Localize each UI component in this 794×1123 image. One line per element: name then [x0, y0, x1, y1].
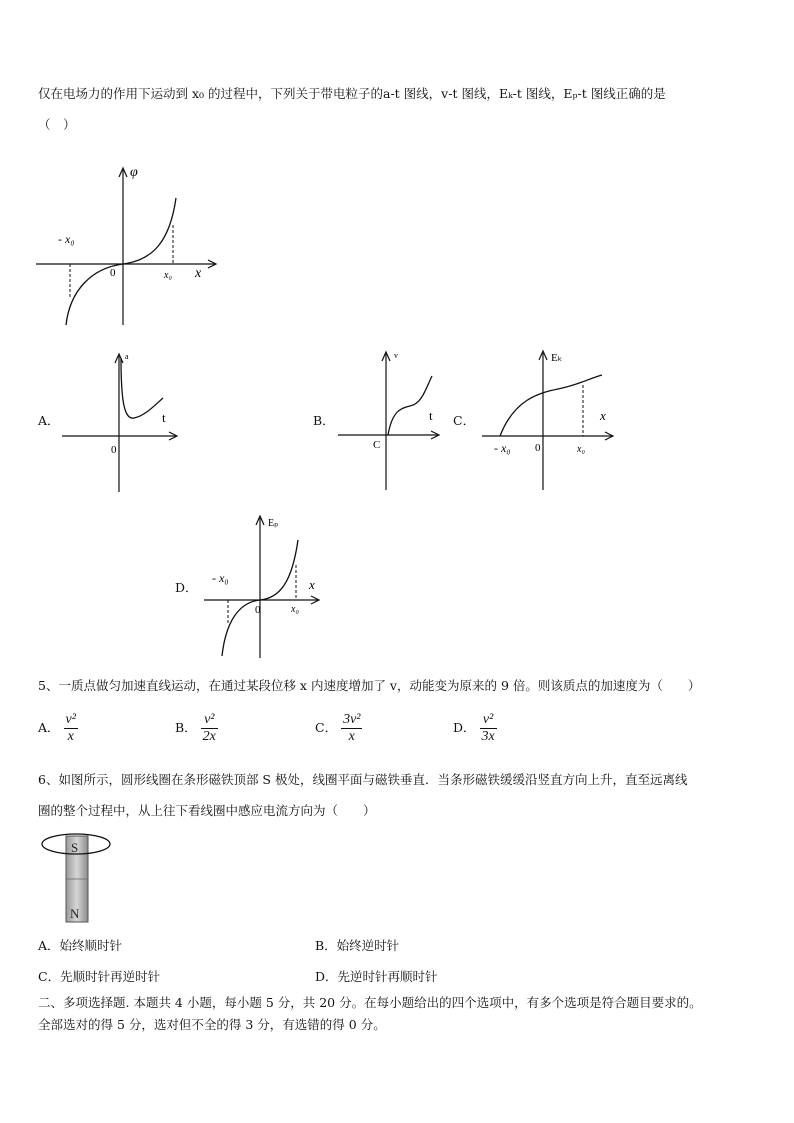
q5-option-a-fraction: $\frac{\text{v²}}{x}$: [65, 712, 76, 745]
q5-option-c-letter: C．: [315, 720, 338, 736]
q5-option-d[interactable]: [453, 712, 497, 745]
phi-origin: 0: [110, 267, 116, 279]
section2-line2: 全部选对的得 5 分，选对但不全的得 3 分，有选错的得 0 分。: [38, 1017, 386, 1032]
q6-stem-line2: 圈的整个过程中，从上往下看线圈中感应电流方向为（ ）: [38, 803, 376, 818]
q5-option-b-fraction: $\frac{\text{v²}}{2x}$: [202, 712, 216, 745]
a-t-curve: [121, 358, 163, 418]
q5-stem: 5、一质点做匀加速直线运动，在通过某段位移 x 内速度增加了 v，动能变为原来的 9 倍。则该质点的加速度为（ ）: [38, 678, 701, 693]
q5-option-b[interactable]: [175, 712, 218, 745]
b-t-label: t: [429, 408, 433, 423]
phi-x-graph: [30, 160, 220, 330]
d-origin: 0: [255, 604, 261, 616]
q5-option-d-fraction: $\frac{\text{v²}}{3x}$: [481, 712, 495, 745]
q6-option-c[interactable]: C．先顺时针再逆时针: [38, 969, 161, 984]
q6-option-d[interactable]: D．先逆时针再顺时针: [315, 969, 438, 984]
q6-stem-line1: 6、如图所示，圆形线圈在条形磁铁顶部 S 极处，线圈平面与磁铁垂直．当条形磁铁缓缓沿竖直方向上升，直至远离线: [38, 772, 688, 787]
q5-option-a-letter: A．: [38, 720, 60, 736]
c-y-label: Eₖ: [551, 352, 563, 364]
v-t-curve: [388, 376, 432, 435]
section2-line1: 二、多项选择题. 本题共 4 小题，每小题 5 分，共 20 分。在每小题给出的四个选项中，有多个选项是符合题目要求的。: [38, 995, 702, 1010]
option-d-letter: D．: [175, 580, 198, 595]
c-x-label: x: [600, 408, 606, 423]
c-neg-x0: - x₀: [494, 441, 511, 455]
d-y-label: Eₚ: [268, 518, 279, 529]
phi-y-label: φ: [130, 165, 138, 180]
b-y-label: v: [394, 351, 398, 360]
option-a-letter: A．: [38, 413, 60, 428]
q5-option-c-fraction: $\frac{\text{3v²}}{x}$: [343, 712, 361, 745]
q4-stem: 仅在电场力的作用下运动到 x₀ 的过程中，下列关于带电粒子的a-t 图线，v-t 图线，Eₖ-t 图线，Eₚ-t 图线正确的是: [38, 86, 666, 101]
phi-x0: x₀: [164, 270, 172, 281]
phi-curve: [66, 198, 176, 325]
a-origin: 0: [111, 444, 117, 456]
option-b-letter: B．: [313, 413, 335, 428]
option-b-graph: [334, 348, 444, 493]
a-y-label: a: [125, 352, 129, 361]
option-c-graph: [478, 345, 618, 493]
q6-option-b[interactable]: B．始终逆时针: [315, 938, 400, 953]
magnet-n-pole: N: [70, 906, 80, 921]
b-origin: C: [373, 439, 381, 451]
d-neg-x0: - x₀: [212, 571, 229, 585]
q5-option-c[interactable]: [315, 712, 362, 745]
option-a-graph: [58, 350, 183, 495]
c-x0: x₀: [577, 444, 585, 455]
phi-x-label: x: [195, 266, 202, 281]
magnet-s-pole: S: [71, 840, 79, 855]
q4-answer-paren: （ ）: [38, 117, 76, 132]
d-x-label: x: [309, 577, 315, 592]
c-origin: 0: [535, 442, 541, 454]
phi-neg-x0: - x₀: [58, 232, 75, 246]
magnet-coil-figure: [36, 830, 116, 925]
option-d-graph: [200, 510, 325, 660]
q5-option-b-letter: B．: [175, 720, 197, 736]
q5-option-a[interactable]: [38, 712, 78, 745]
d-x0: x₀: [291, 604, 299, 615]
a-t-label: t: [162, 410, 166, 425]
option-c-letter: C．: [453, 413, 476, 428]
ek-curve: [500, 375, 602, 436]
q5-option-d-letter: D．: [453, 720, 476, 736]
q6-option-a[interactable]: A．始终顺时针: [38, 938, 123, 953]
